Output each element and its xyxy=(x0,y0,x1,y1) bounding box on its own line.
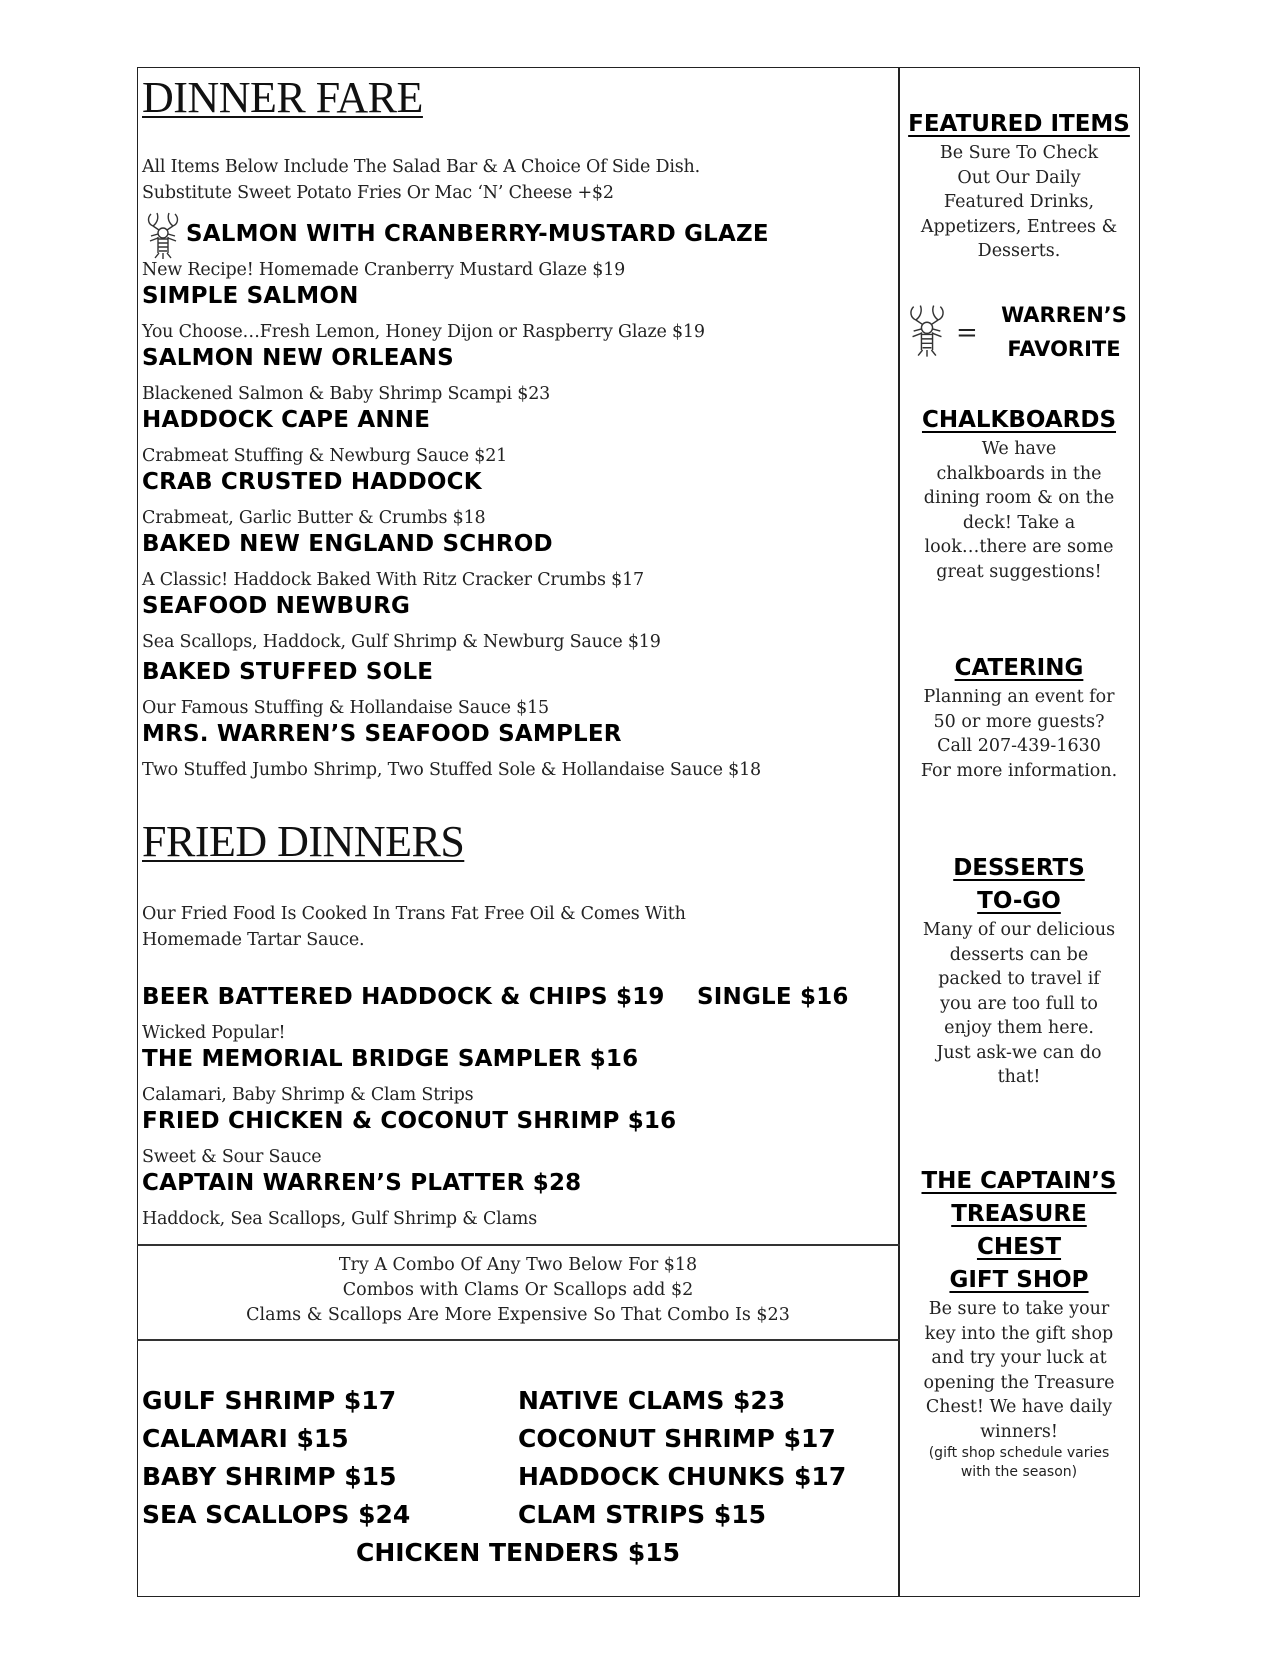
combo-item-right: NATIVE CLAMS $23 xyxy=(518,1386,786,1415)
dinner-intro-line2: Substitute Sweet Potato Fries Or Mac ‘N’ Cheese +$2 xyxy=(142,183,614,203)
legend-equals: = xyxy=(956,318,978,348)
fried-item-desc: Calamari, Baby Shrimp & Clam Strips xyxy=(142,1085,474,1105)
gift-shop-line: and try your luck at xyxy=(931,1348,1107,1368)
combo-item-left: SEA SCALLOPS $24 xyxy=(142,1500,411,1529)
chalkboards-line: deck! Take a xyxy=(962,512,1076,533)
dinner-fare-title: DINNER FARE xyxy=(142,73,423,122)
gift-shop-title-line1: THE CAPTAIN’S xyxy=(921,1168,1117,1194)
dinner-intro-line1: All Items Below Include The Salad Bar & A Choice Of Side Dish. xyxy=(142,157,700,177)
chalkboards-line: dining room & on the xyxy=(923,488,1115,508)
lobster-icon xyxy=(907,296,947,364)
featured-items-title: FEATURED ITEMS xyxy=(908,111,1130,137)
gift-shop-title-line2: TREASURE xyxy=(951,1201,1087,1227)
gift-shop-section xyxy=(903,1165,1135,1482)
fried-intro-line1: Our Fried Food Is Cooked In Trans Fat Free Oil & Comes With xyxy=(142,904,686,924)
combo-note-line3: Clams & Scallops Are More Expensive So That Combo Is $23 xyxy=(246,1305,790,1325)
dinner-item-name: CRAB CRUSTED HADDOCK xyxy=(142,469,482,495)
dinner-item-desc: Two Stuffed Jumbo Shrimp, Two Stuffed Sole & Hollandaise Sauce $18 xyxy=(142,760,761,780)
desserts-title-line2: TO-GO xyxy=(977,888,1061,914)
gift-shop-title-line4: GIFT SHOP xyxy=(949,1267,1089,1293)
gift-shop-line: opening the Treasure xyxy=(923,1372,1115,1393)
catering-line: Call 207-439-1630 xyxy=(937,736,1101,756)
chalkboards-line: chalkboards in the xyxy=(936,463,1102,484)
dinner-item-name: SALMON WITH CRANBERRY-MUSTARD GLAZE xyxy=(186,221,769,247)
chalkboards-line: great suggestions! xyxy=(936,561,1102,582)
gift-shop-line: Be sure to take your xyxy=(928,1299,1110,1319)
fried-item-name: THE MEMORIAL BRIDGE SAMPLER $16 xyxy=(142,1046,639,1072)
gift-shop-line: Chest! We have daily xyxy=(925,1397,1113,1417)
dinner-item-desc: Sea Scallops, Haddock, Gulf Shrimp & Newburg Sauce $19 xyxy=(142,632,661,652)
combo-note-line1: Try A Combo Of Any Two Below For $18 xyxy=(338,1255,698,1275)
desserts-line: Many of our delicious xyxy=(922,920,1116,940)
dinner-item-name: HADDOCK CAPE ANNE xyxy=(142,407,431,433)
featured-items-section xyxy=(903,108,1135,264)
fried-dinners-title: FRIED DINNERS xyxy=(142,817,465,866)
featured-line: Desserts. xyxy=(977,241,1061,261)
dinner-item-name: MRS. WARREN’S SEAFOOD SAMPLER xyxy=(142,721,622,747)
catering-section xyxy=(903,652,1135,783)
gift-shop-title-line3: CHEST xyxy=(976,1234,1062,1260)
dinner-item-name: SALMON NEW ORLEANS xyxy=(142,345,454,371)
gift-shop-note: with the season) xyxy=(960,1464,1078,1480)
featured-line: Featured Drinks, xyxy=(943,192,1095,212)
desserts-title-line1: DESSERTS xyxy=(953,855,1085,881)
dinner-item-desc: A Classic! Haddock Baked With Ritz Cracker Crumbs $17 xyxy=(142,570,644,590)
dinner-item-desc: Our Famous Stuffing & Hollandaise Sauce $15 xyxy=(142,698,549,718)
fried-item-name: FRIED CHICKEN & COCONUT SHRIMP $16 xyxy=(142,1108,677,1134)
fried-intro xyxy=(142,901,686,953)
catering-line: Planning an event for xyxy=(923,687,1115,707)
desserts-line: that! xyxy=(997,1067,1041,1087)
dinner-item-name: BAKED NEW ENGLAND SCHROD xyxy=(142,531,553,557)
fried-item-single-price: SINGLE $16 xyxy=(697,984,849,1010)
column-divider xyxy=(898,67,900,1597)
dinner-item-name: BAKED STUFFED SOLE xyxy=(142,659,434,685)
combo-bottom-rule xyxy=(137,1339,900,1341)
catering-line: For more information. xyxy=(920,760,1118,781)
combo-item-left: CALAMARI $15 xyxy=(142,1424,349,1453)
gift-shop-line: winners! xyxy=(980,1421,1058,1442)
desserts-line: you are too full to xyxy=(940,993,1098,1014)
legend-line2: FAVORITE xyxy=(1007,337,1121,361)
fried-intro-line2: Homemade Tartar Sauce. xyxy=(142,930,365,950)
gift-shop-note: (gift shop schedule varies xyxy=(928,1445,1110,1461)
fried-item-name: BEER BATTERED HADDOCK & CHIPS $19 xyxy=(142,984,665,1010)
combo-item-right: CLAM STRIPS $15 xyxy=(518,1500,767,1529)
combo-item-right: HADDOCK CHUNKS $17 xyxy=(518,1462,847,1491)
legend-line1: WARREN’S xyxy=(1001,303,1127,327)
combo-item-left: BABY SHRIMP $15 xyxy=(142,1462,397,1491)
desserts-line: enjoy them here. xyxy=(944,1018,1094,1038)
chalkboards-section xyxy=(903,404,1135,584)
featured-line: Be Sure To Check xyxy=(939,143,1099,163)
catering-title: CATERING xyxy=(954,655,1084,681)
combo-top-rule xyxy=(137,1244,900,1246)
fried-item-desc: Wicked Popular! xyxy=(142,1023,286,1043)
fried-item-desc: Sweet & Sour Sauce xyxy=(142,1147,322,1167)
combo-item-center: CHICKEN TENDERS $15 xyxy=(355,1538,681,1567)
lobster-icon xyxy=(145,210,181,260)
dinner-item-name: SEAFOOD NEWBURG xyxy=(142,593,411,619)
desserts-line: desserts can be xyxy=(949,944,1089,965)
dinner-item-name: SIMPLE SALMON xyxy=(142,283,359,309)
chalkboards-line: look…there are some xyxy=(924,537,1114,557)
dinner-item-desc: You Choose…Fresh Lemon, Honey Dijon or Raspberry Glaze $19 xyxy=(142,322,705,342)
desserts-section xyxy=(903,852,1135,1090)
combo-item-left: GULF SHRIMP $17 xyxy=(142,1386,397,1415)
desserts-line: Just ask-we can do xyxy=(936,1042,1102,1063)
dinner-item-desc: New Recipe! Homemade Cranberry Mustard Glaze $19 xyxy=(142,260,626,280)
combo-item-right: COCONUT SHRIMP $17 xyxy=(518,1424,836,1453)
gift-shop-line: key into the gift shop xyxy=(924,1323,1114,1344)
desserts-line: packed to travel if xyxy=(938,969,1100,989)
fried-item-name: CAPTAIN WARREN’S PLATTER $28 xyxy=(142,1170,582,1196)
dinner-item-desc: Crabmeat Stuffing & Newburg Sauce $21 xyxy=(142,446,508,466)
featured-line: Appetizers, Entrees & xyxy=(920,216,1118,237)
catering-line: 50 or more guests? xyxy=(933,711,1105,732)
dinner-intro xyxy=(142,154,700,206)
chalkboards-title: CHALKBOARDS xyxy=(921,407,1117,433)
combo-note-line2: Combos with Clams Or Scallops add $2 xyxy=(342,1280,694,1300)
dinner-item-desc: Crabmeat, Garlic Butter & Crumbs $18 xyxy=(142,508,486,528)
fried-item-desc: Haddock, Sea Scallops, Gulf Shrimp & Clams xyxy=(142,1209,537,1229)
dinner-item-desc: Blackened Salmon & Baby Shrimp Scampi $23 xyxy=(142,384,551,404)
combo-note xyxy=(142,1253,894,1328)
chalkboards-line: We have xyxy=(981,439,1057,459)
featured-line: Out Our Daily xyxy=(957,167,1081,188)
